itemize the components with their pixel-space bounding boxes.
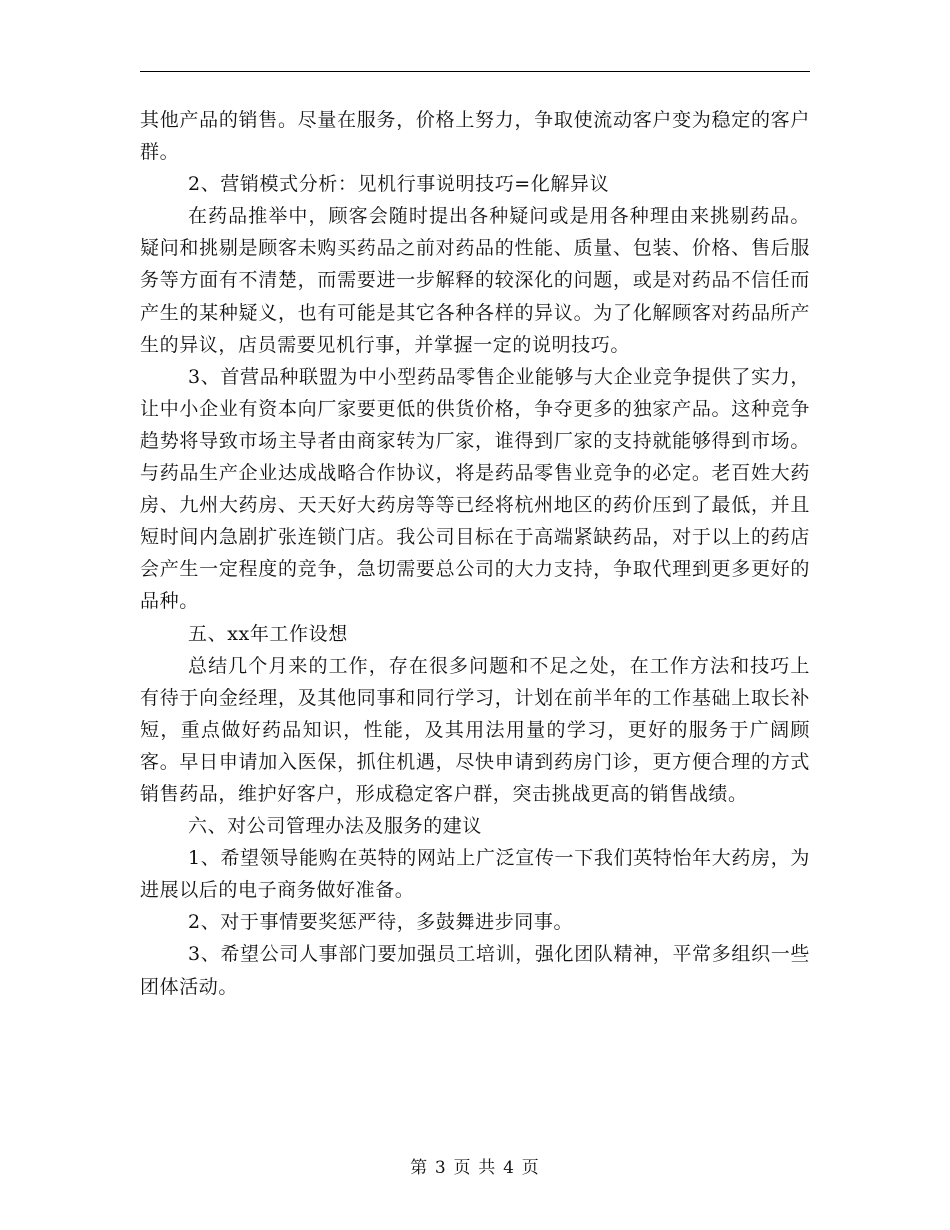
section-heading-6: 六、对公司管理办法及服务的建议 <box>188 815 483 838</box>
paragraph-9: 2、对于事情要奖惩严待，多鼓舞进步同事。 <box>188 911 574 934</box>
section-heading-5: 五、xx年工作设想 <box>188 622 348 645</box>
paragraph-10: 3、希望公司人事部门要加强员工培训，强化团队精神，平常多组织一些团体活动。 <box>140 943 810 998</box>
paragraph-2: 2、营销模式分析：见机行事说明技巧=化解异议 <box>188 173 610 196</box>
paragraph-8: 1、希望领导能购在英特的网站上广泛宣传一下我们英特怡年大药房，为进展以后的电子商务做好准备。 <box>140 847 810 902</box>
paragraph-4: 3、首营品种联盟为中小型药品零售企业能够与大企业竞争提供了实力，让中小企业有资本向厂家要更低的供货价格，争夺更多的独家产品。这种竞争趋势将导致市场主导者由商家转为厂家，谁得到厂家的支持就能够得到市场。与药品生产企业达成战略合作协议，将是药品零售业竞争的必定。老百姓大药房、九州大药房、天天好大药房等等已经将杭州地区的药价压到了最低，并且短时间内急剧扩张连锁门店。我公司目标在于高端紧缺药品，对于以上的药店会产生一定程度的竞争，急切需要总公司的大力支持，争取代理到更多更好的品种。 <box>140 365 810 613</box>
document-body <box>140 104 810 1003</box>
paragraph-3: 在药品推举中，顾客会随时提出各种疑问或是用各种理由来挑剔药品。疑问和挑剔是顾客未购买药品之前对药品的性能、质量、包装、价格、售后服务等方面有不清楚，而需要进一步解释的较深化的问题，或是对药品不信任而产生的某种疑义，也有可能是其它各种各样的异议。为了化解顾客对药品所产生的异议，店员需要见机行事，并掌握一定的说明技巧。 <box>140 205 810 356</box>
page-number-footer: 第 3 页 共 4 页 <box>410 1158 540 1178</box>
paragraph-6: 总结几个月来的工作，存在很多问题和不足之处，在工作方法和技巧上有待于向金经理，及其他同事和同行学习，计划在前半年的工作基础上取长补短，重点做好药品知识，性能，及其用法用量的学习，更好的服务于广阔顾客。早日申请加入医保，抓住机遇，尽快申请到药房门诊，更方便合理的方式销售药品，维护好客户，形成稳定客户群，突击挑战更高的销售战绩。 <box>140 654 810 805</box>
paragraph-1: 其他产品的销售。尽量在服务，价格上努力，争取使流动客户变为稳定的客户群。 <box>140 109 810 164</box>
header-rule <box>140 71 810 72</box>
